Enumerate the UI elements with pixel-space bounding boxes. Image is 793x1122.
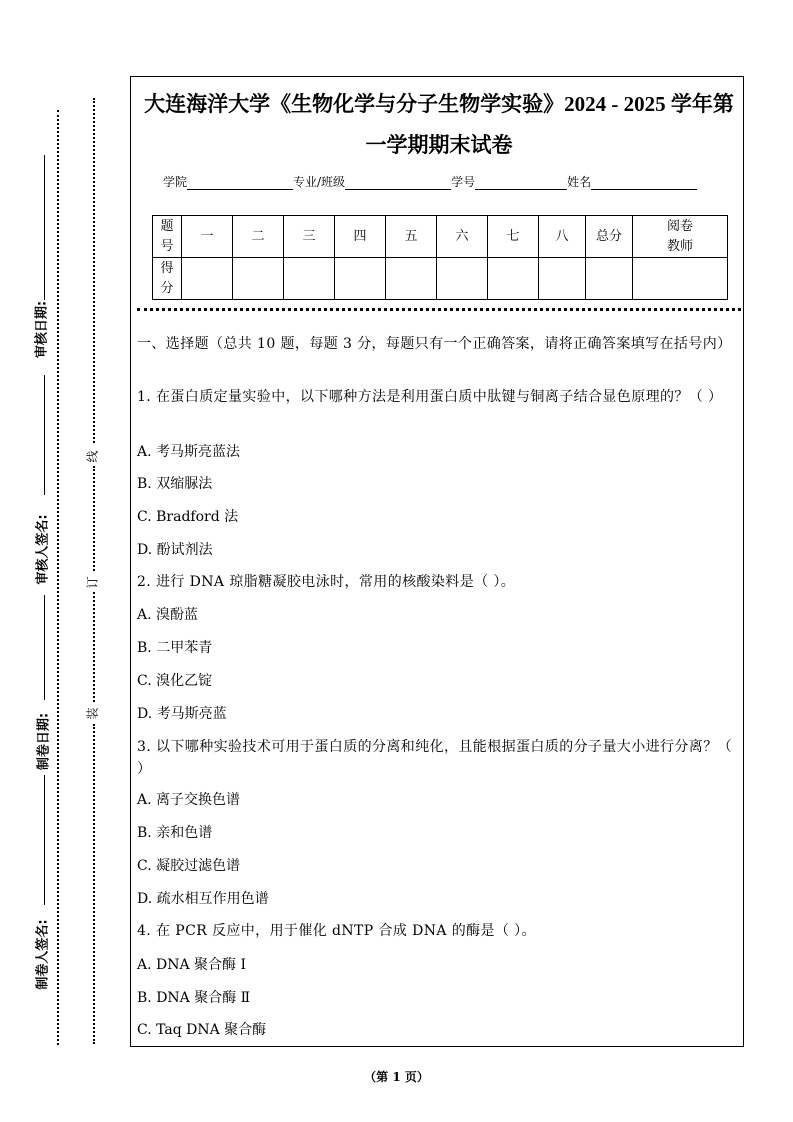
exam-title-line1: 大连海洋大学《生物化学与分子生物学实验》2024 - 2025 学年第	[144, 92, 734, 116]
major-field[interactable]	[345, 175, 451, 190]
score-cell[interactable]	[233, 258, 284, 300]
section-heading: 一、选择题（总共 10 题，每题 3 分，每题只有一个正确答案，请将正确答案填写在括号内）	[137, 336, 732, 352]
option: C. 凝胶过滤色谱	[137, 858, 241, 874]
option: C. 溴化乙锭	[137, 673, 213, 689]
option: A. DNA 聚合酶 Ⅰ	[137, 957, 247, 973]
column-header: 一	[182, 216, 233, 258]
column-header: 四	[335, 216, 386, 258]
score-cell[interactable]	[437, 258, 488, 300]
binding-dots-mid1	[93, 466, 95, 571]
question-1: 1. 在蛋白质定量实验中，以下哪种方法是利用蛋白质中肽键与铜离子结合显色原理的？（ ）	[137, 389, 723, 405]
reviewer-sign-line[interactable]	[44, 375, 45, 495]
binding-dots-bottom	[93, 724, 95, 1044]
left-dotted-line	[57, 110, 59, 1045]
column-header: 三	[284, 216, 335, 258]
student-id-label: 学号	[451, 175, 476, 189]
make-date-label: 制卷日期:	[36, 712, 52, 771]
score-cell[interactable]	[386, 258, 437, 300]
make-date-line[interactable]	[44, 595, 45, 700]
binding-dots-mid2	[93, 592, 95, 702]
score-table	[152, 215, 728, 300]
option: A. 溴酚蓝	[137, 607, 199, 623]
question-2: 2. 进行 DNA 琼脂糖凝胶电泳时，常用的核酸染料是（ ）。	[137, 574, 516, 590]
reviewer-sign-label: 审核人签名:	[35, 514, 51, 585]
score-row-label: 得分	[153, 258, 182, 300]
score-cell[interactable]	[335, 258, 386, 300]
score-cell[interactable]	[586, 258, 633, 300]
option: A. 考马斯亮蓝法	[137, 444, 241, 460]
grader-header: 阅卷教师	[633, 216, 728, 258]
college-label: 学院	[163, 175, 188, 189]
name-field[interactable]	[591, 175, 697, 190]
option: C. Taq DNA 聚合酶	[137, 1022, 267, 1038]
score-cell[interactable]	[284, 258, 335, 300]
question-number-label: 题号	[153, 216, 182, 258]
question-4: 4. 在 PCR 反应中，用于催化 dNTP 合成 DNA 的酶是（ ）。	[137, 923, 536, 939]
major-label: 专业/班级	[293, 175, 346, 189]
option: B. 双缩脲法	[137, 476, 213, 492]
exam-title-line2: 一学期期末试卷	[365, 133, 513, 157]
student-info-row	[163, 173, 697, 190]
option: B. 亲和色谱	[137, 825, 213, 841]
college-field[interactable]	[187, 175, 293, 190]
column-header: 总分	[586, 216, 633, 258]
option: A. 离子交换色谱	[137, 792, 241, 808]
score-cell[interactable]	[182, 258, 233, 300]
column-header: 八	[539, 216, 586, 258]
option: D. 考马斯亮蓝	[137, 706, 227, 722]
option: B. 二甲苯青	[137, 640, 213, 656]
binding-char-ding: 订	[85, 576, 100, 589]
review-date-label: 审核日期:	[34, 300, 50, 359]
binding-char-xian: 线	[85, 450, 100, 463]
maker-sign-label: 制卷人签名:	[35, 919, 51, 990]
option: D. 疏水相互作用色谱	[137, 891, 269, 907]
section-divider	[137, 308, 741, 311]
column-header: 二	[233, 216, 284, 258]
score-cell[interactable]	[539, 258, 586, 300]
binding-char-zhuang: 装	[85, 707, 100, 720]
name-label: 姓名	[567, 175, 592, 189]
column-header: 六	[437, 216, 488, 258]
column-header: 七	[488, 216, 539, 258]
column-header: 五	[386, 216, 437, 258]
page-number: （第 1 页）	[364, 1070, 429, 1084]
option: B. DNA 聚合酶 Ⅱ	[137, 990, 251, 1006]
option: D. 酚试剂法	[137, 542, 213, 558]
review-date-line	[44, 155, 45, 300]
option: C. Bradford 法	[137, 509, 239, 525]
binding-dots-top	[93, 98, 95, 443]
question-3: 3. 以下哪种实验技术可用于蛋白质的分离和纯化，且能根据蛋白质的分子量大小进行分离？（ ）	[137, 739, 733, 777]
maker-sign-line[interactable]	[44, 775, 45, 905]
student-id-field[interactable]	[475, 175, 567, 190]
grader-cell[interactable]	[633, 258, 728, 300]
score-cell[interactable]	[488, 258, 539, 300]
